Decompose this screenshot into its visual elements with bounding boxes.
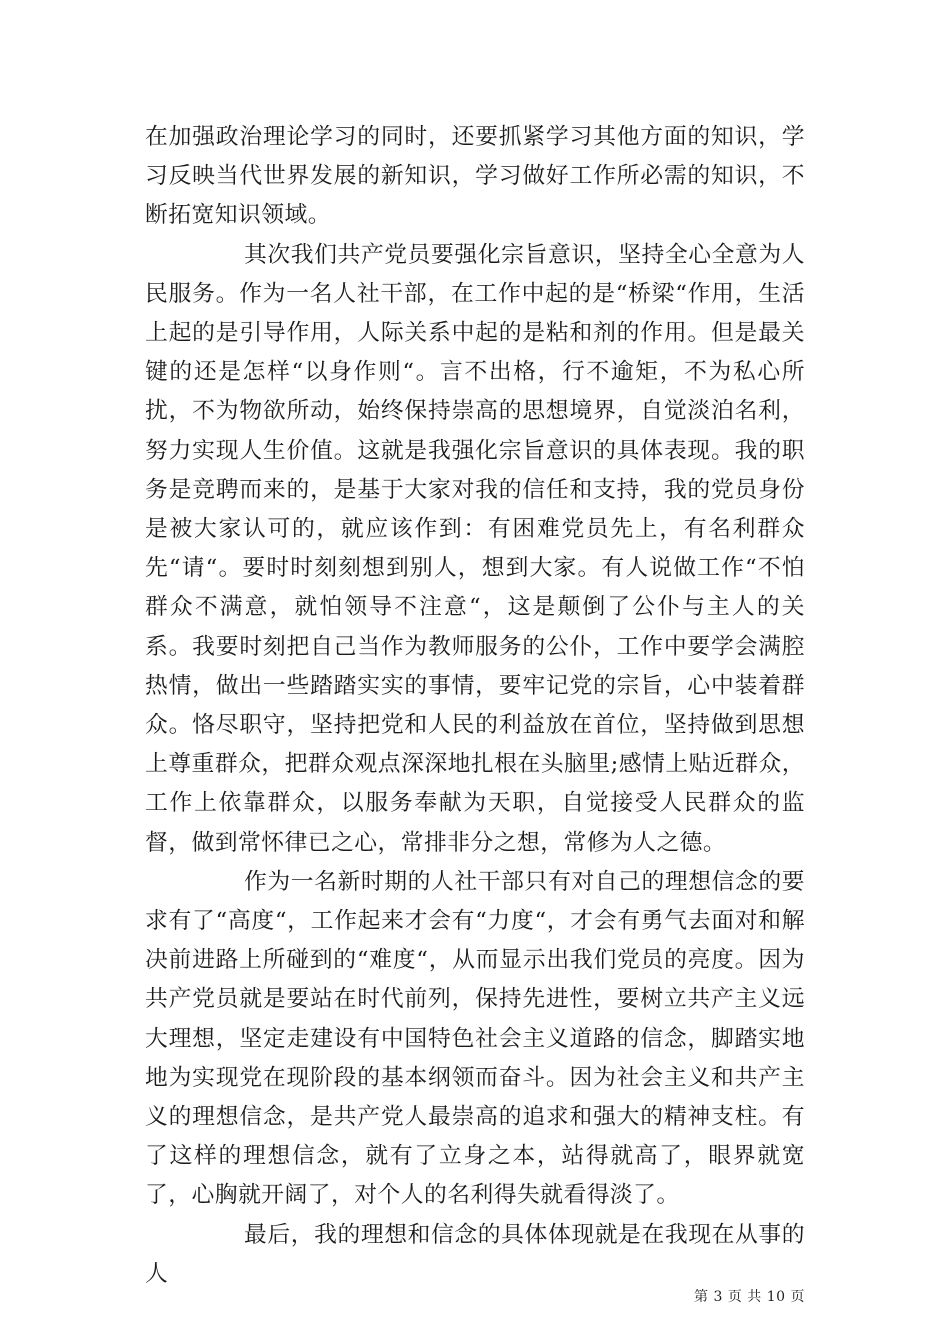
paragraph-conclusion-start: 最后，我的理想和信念的具体体现就是在我现在从事的人 [145, 1221, 805, 1287]
paragraph-purpose-awareness: 其次我们共产党员要强化宗旨意识，坚持全心全意为人民服务。作为一名人社干部，在工作中起的是“桥梁“作用，生活上起的是引导作用，人际关系中起的是粘和剂的作用。但是最关键的还是怎样“以身作则“。言不出格，行不逾矩，不为私心所扰，不为物欲所动，始终保持崇高的思想境界，自觉淡泊名利，努力实现人生价值。这就是我强化宗旨意识的具体表现。我的职务是竞聘而来的，是基于大家对我的信任和支持，我的党员身份是被大家认可的，就应该作到：有困难党员先上，有名利群众先“请“。要时时刻刻想到别人，想到大家。有人说做工作“不怕群众不满意，就怕领导不注意“，这是颠倒了公仆与主人的关系。我要时刻把自己当作为教师服务的公仆，工作中要学会满腔热情，做出一些踏踏实实的事情，要牢记党的宗旨，心中装着群众。恪尽职守，坚持把党和人民的利益放在首位，坚持做到思想上尊重群众，把群众观点深深地扎根在头脑里;感情上贴近群众，工作上依靠群众，以服务奉献为天职，自觉接受人民群众的监督，做到常怀律已之心，常排非分之想，常修为人之德。 [145, 241, 805, 856]
paragraph-ideals-beliefs: 作为一名新时期的人社干部只有对自己的理想信念的要求有了“高度“，工作起来才会有“力度“，才会有勇气去面对和解决前进路上所碰到的“难度“，从而显示出我们党员的亮度。因为共产党员就是要站在时代前列，保持先进性，要树立共产主义远大理想，坚定走建设有中国特色社会主义道路的信念，脚踏实地地为实现党在现阶段的基本纲领而奋斗。因为社会主义和共产主义的理想信念，是共产党人最崇高的追求和强大的精神支柱。有了这样的理想信念，就有了立身之本，站得就高了，眼界就宽了，心胸就开阔了，对个人的名利得失就看得淡了。 [145, 868, 805, 1209]
paragraph-continuation: 在加强政治理论学习的同时，还要抓紧学习其他方面的知识，学习反映当代世界发展的新知识，学习做好工作所必需的知识，不断拓宽知识领域。 [145, 124, 805, 229]
page-number: 第 3 页 共 10 页 [694, 1289, 805, 1305]
document-body [145, 118, 805, 1294]
